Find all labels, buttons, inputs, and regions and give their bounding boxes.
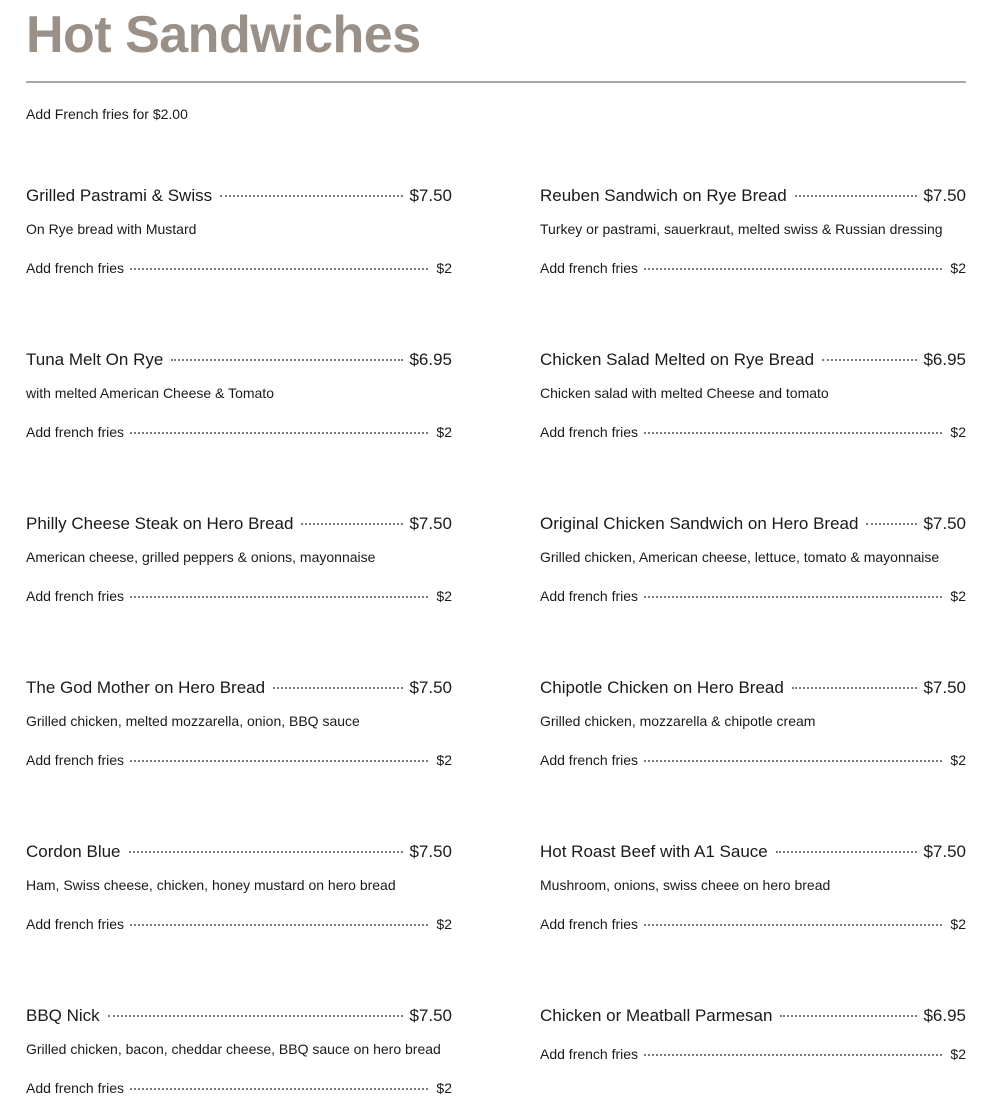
addon-price: $2 bbox=[436, 916, 452, 932]
dot-leader bbox=[644, 596, 942, 598]
item-price: $6.95 bbox=[923, 350, 966, 369]
addon-label: Add french fries bbox=[26, 916, 125, 932]
dot-leader bbox=[644, 760, 942, 762]
item-description: Chicken salad with melted Cheese and tomato bbox=[540, 385, 829, 401]
dot-leader bbox=[129, 851, 404, 853]
addon-price: $2 bbox=[436, 752, 452, 768]
menu-item bbox=[26, 1005, 452, 1097]
menu-item bbox=[26, 349, 452, 441]
item-price: $7.50 bbox=[923, 678, 966, 697]
item-name: The God Mother on Hero Bread bbox=[26, 678, 266, 697]
item-header bbox=[26, 1005, 452, 1027]
item-price: $7.50 bbox=[409, 1006, 452, 1025]
menu-item bbox=[26, 513, 452, 605]
item-header bbox=[540, 513, 966, 535]
fries-addon bbox=[540, 587, 966, 605]
fries-addon bbox=[26, 1079, 452, 1097]
addon-label: Add french fries bbox=[26, 424, 125, 440]
dot-leader bbox=[780, 1015, 917, 1017]
item-header bbox=[26, 349, 452, 371]
menu-item bbox=[540, 677, 966, 769]
addon-price: $2 bbox=[436, 588, 452, 604]
dot-leader bbox=[130, 268, 428, 270]
item-name: Chipotle Chicken on Hero Bread bbox=[540, 678, 784, 697]
menu-item bbox=[540, 513, 966, 605]
dot-leader bbox=[776, 851, 918, 853]
item-description: Turkey or pastrami, sauerkraut, melted swiss & Russian dressing bbox=[540, 221, 943, 237]
item-price: $6.95 bbox=[409, 350, 452, 369]
fries-addon bbox=[540, 259, 966, 277]
item-price: $7.50 bbox=[923, 842, 966, 861]
addon-label: Add french fries bbox=[540, 588, 639, 604]
dot-leader bbox=[644, 268, 942, 270]
menu-item bbox=[26, 185, 452, 277]
item-name: BBQ Nick bbox=[26, 1006, 100, 1025]
item-name: Reuben Sandwich on Rye Bread bbox=[540, 186, 787, 205]
item-description: On Rye bread with Mustard bbox=[26, 221, 197, 237]
addon-price: $2 bbox=[950, 752, 966, 768]
menu-item bbox=[540, 841, 966, 933]
dot-leader bbox=[108, 1015, 404, 1017]
item-description: Grilled chicken, American cheese, lettuce, tomato & mayonnaise bbox=[540, 549, 940, 565]
dot-leader bbox=[130, 924, 428, 926]
item-description: Ham, Swiss cheese, chicken, honey mustard on hero bread bbox=[26, 877, 396, 893]
dot-leader bbox=[273, 687, 403, 689]
item-name: Cordon Blue bbox=[26, 842, 121, 861]
addon-price: $2 bbox=[950, 1046, 966, 1062]
item-header bbox=[540, 841, 966, 863]
item-name: Original Chicken Sandwich on Hero Bread bbox=[540, 514, 859, 533]
dot-leader bbox=[130, 760, 428, 762]
dot-leader bbox=[130, 432, 428, 434]
item-description: American cheese, grilled peppers & onions, mayonnaise bbox=[26, 549, 376, 565]
item-price: $6.95 bbox=[923, 1006, 966, 1025]
addon-price: $2 bbox=[950, 588, 966, 604]
menu-item bbox=[540, 185, 966, 277]
addon-price: $2 bbox=[436, 424, 452, 440]
item-price: $7.50 bbox=[923, 514, 966, 533]
dot-leader bbox=[792, 687, 918, 689]
addon-label: Add french fries bbox=[540, 1046, 639, 1062]
addon-label: Add french fries bbox=[26, 588, 125, 604]
fries-addon bbox=[540, 915, 966, 933]
dot-leader bbox=[130, 596, 428, 598]
item-price: $7.50 bbox=[409, 842, 452, 861]
page-title: Hot Sandwiches bbox=[26, 6, 421, 64]
item-name: Philly Cheese Steak on Hero Bread bbox=[26, 514, 294, 533]
item-header bbox=[540, 677, 966, 699]
fries-addon bbox=[26, 259, 452, 277]
addon-price: $2 bbox=[436, 1080, 452, 1096]
dot-leader bbox=[644, 924, 942, 926]
item-name: Tuna Melt On Rye bbox=[26, 350, 164, 369]
fries-addon bbox=[540, 423, 966, 441]
item-name: Chicken or Meatball Parmesan bbox=[540, 1006, 773, 1025]
fries-note: Add French fries for $2.00 bbox=[26, 106, 188, 122]
item-header bbox=[26, 185, 452, 207]
item-header bbox=[540, 349, 966, 371]
addon-label: Add french fries bbox=[26, 1080, 125, 1096]
dot-leader bbox=[644, 432, 942, 434]
item-description: Grilled chicken, bacon, cheddar cheese, BBQ sauce on hero bread bbox=[26, 1041, 441, 1057]
item-header bbox=[540, 185, 966, 207]
addon-label: Add french fries bbox=[26, 260, 125, 276]
addon-label: Add french fries bbox=[540, 916, 639, 932]
item-price: $7.50 bbox=[409, 186, 452, 205]
menu-item bbox=[540, 349, 966, 441]
addon-price: $2 bbox=[950, 260, 966, 276]
item-description: Grilled chicken, mozzarella & chipotle cream bbox=[540, 713, 816, 729]
item-header bbox=[26, 841, 452, 863]
addon-label: Add french fries bbox=[26, 752, 125, 768]
fries-addon bbox=[26, 915, 452, 933]
dot-leader bbox=[171, 359, 403, 361]
item-description: Mushroom, onions, swiss cheee on hero bread bbox=[540, 877, 831, 893]
menu-item bbox=[26, 841, 452, 933]
fries-addon bbox=[26, 587, 452, 605]
dot-leader bbox=[822, 359, 917, 361]
dot-leader bbox=[866, 523, 917, 525]
item-price: $7.50 bbox=[409, 514, 452, 533]
menu-item bbox=[540, 1005, 966, 1063]
fries-addon bbox=[540, 751, 966, 769]
item-header bbox=[540, 1005, 966, 1027]
addon-price: $2 bbox=[950, 424, 966, 440]
item-name: Grilled Pastrami & Swiss bbox=[26, 186, 213, 205]
item-header bbox=[26, 513, 452, 535]
addon-label: Add french fries bbox=[540, 260, 639, 276]
title-divider bbox=[26, 81, 966, 83]
dot-leader bbox=[220, 195, 403, 197]
dot-leader bbox=[301, 523, 403, 525]
fries-addon bbox=[26, 751, 452, 769]
item-name: Hot Roast Beef with A1 Sauce bbox=[540, 842, 768, 861]
item-price: $7.50 bbox=[923, 186, 966, 205]
addon-label: Add french fries bbox=[540, 752, 639, 768]
item-price: $7.50 bbox=[409, 678, 452, 697]
addon-price: $2 bbox=[436, 260, 452, 276]
dot-leader bbox=[130, 1088, 428, 1090]
dot-leader bbox=[644, 1054, 942, 1056]
item-header bbox=[26, 677, 452, 699]
addon-label: Add french fries bbox=[540, 424, 639, 440]
menu-item bbox=[26, 677, 452, 769]
fries-addon bbox=[26, 423, 452, 441]
fries-addon bbox=[540, 1045, 966, 1063]
item-description: with melted American Cheese & Tomato bbox=[26, 385, 274, 401]
addon-price: $2 bbox=[950, 916, 966, 932]
dot-leader bbox=[795, 195, 918, 197]
item-description: Grilled chicken, melted mozzarella, onion, BBQ sauce bbox=[26, 713, 360, 729]
item-name: Chicken Salad Melted on Rye Bread bbox=[540, 350, 815, 369]
